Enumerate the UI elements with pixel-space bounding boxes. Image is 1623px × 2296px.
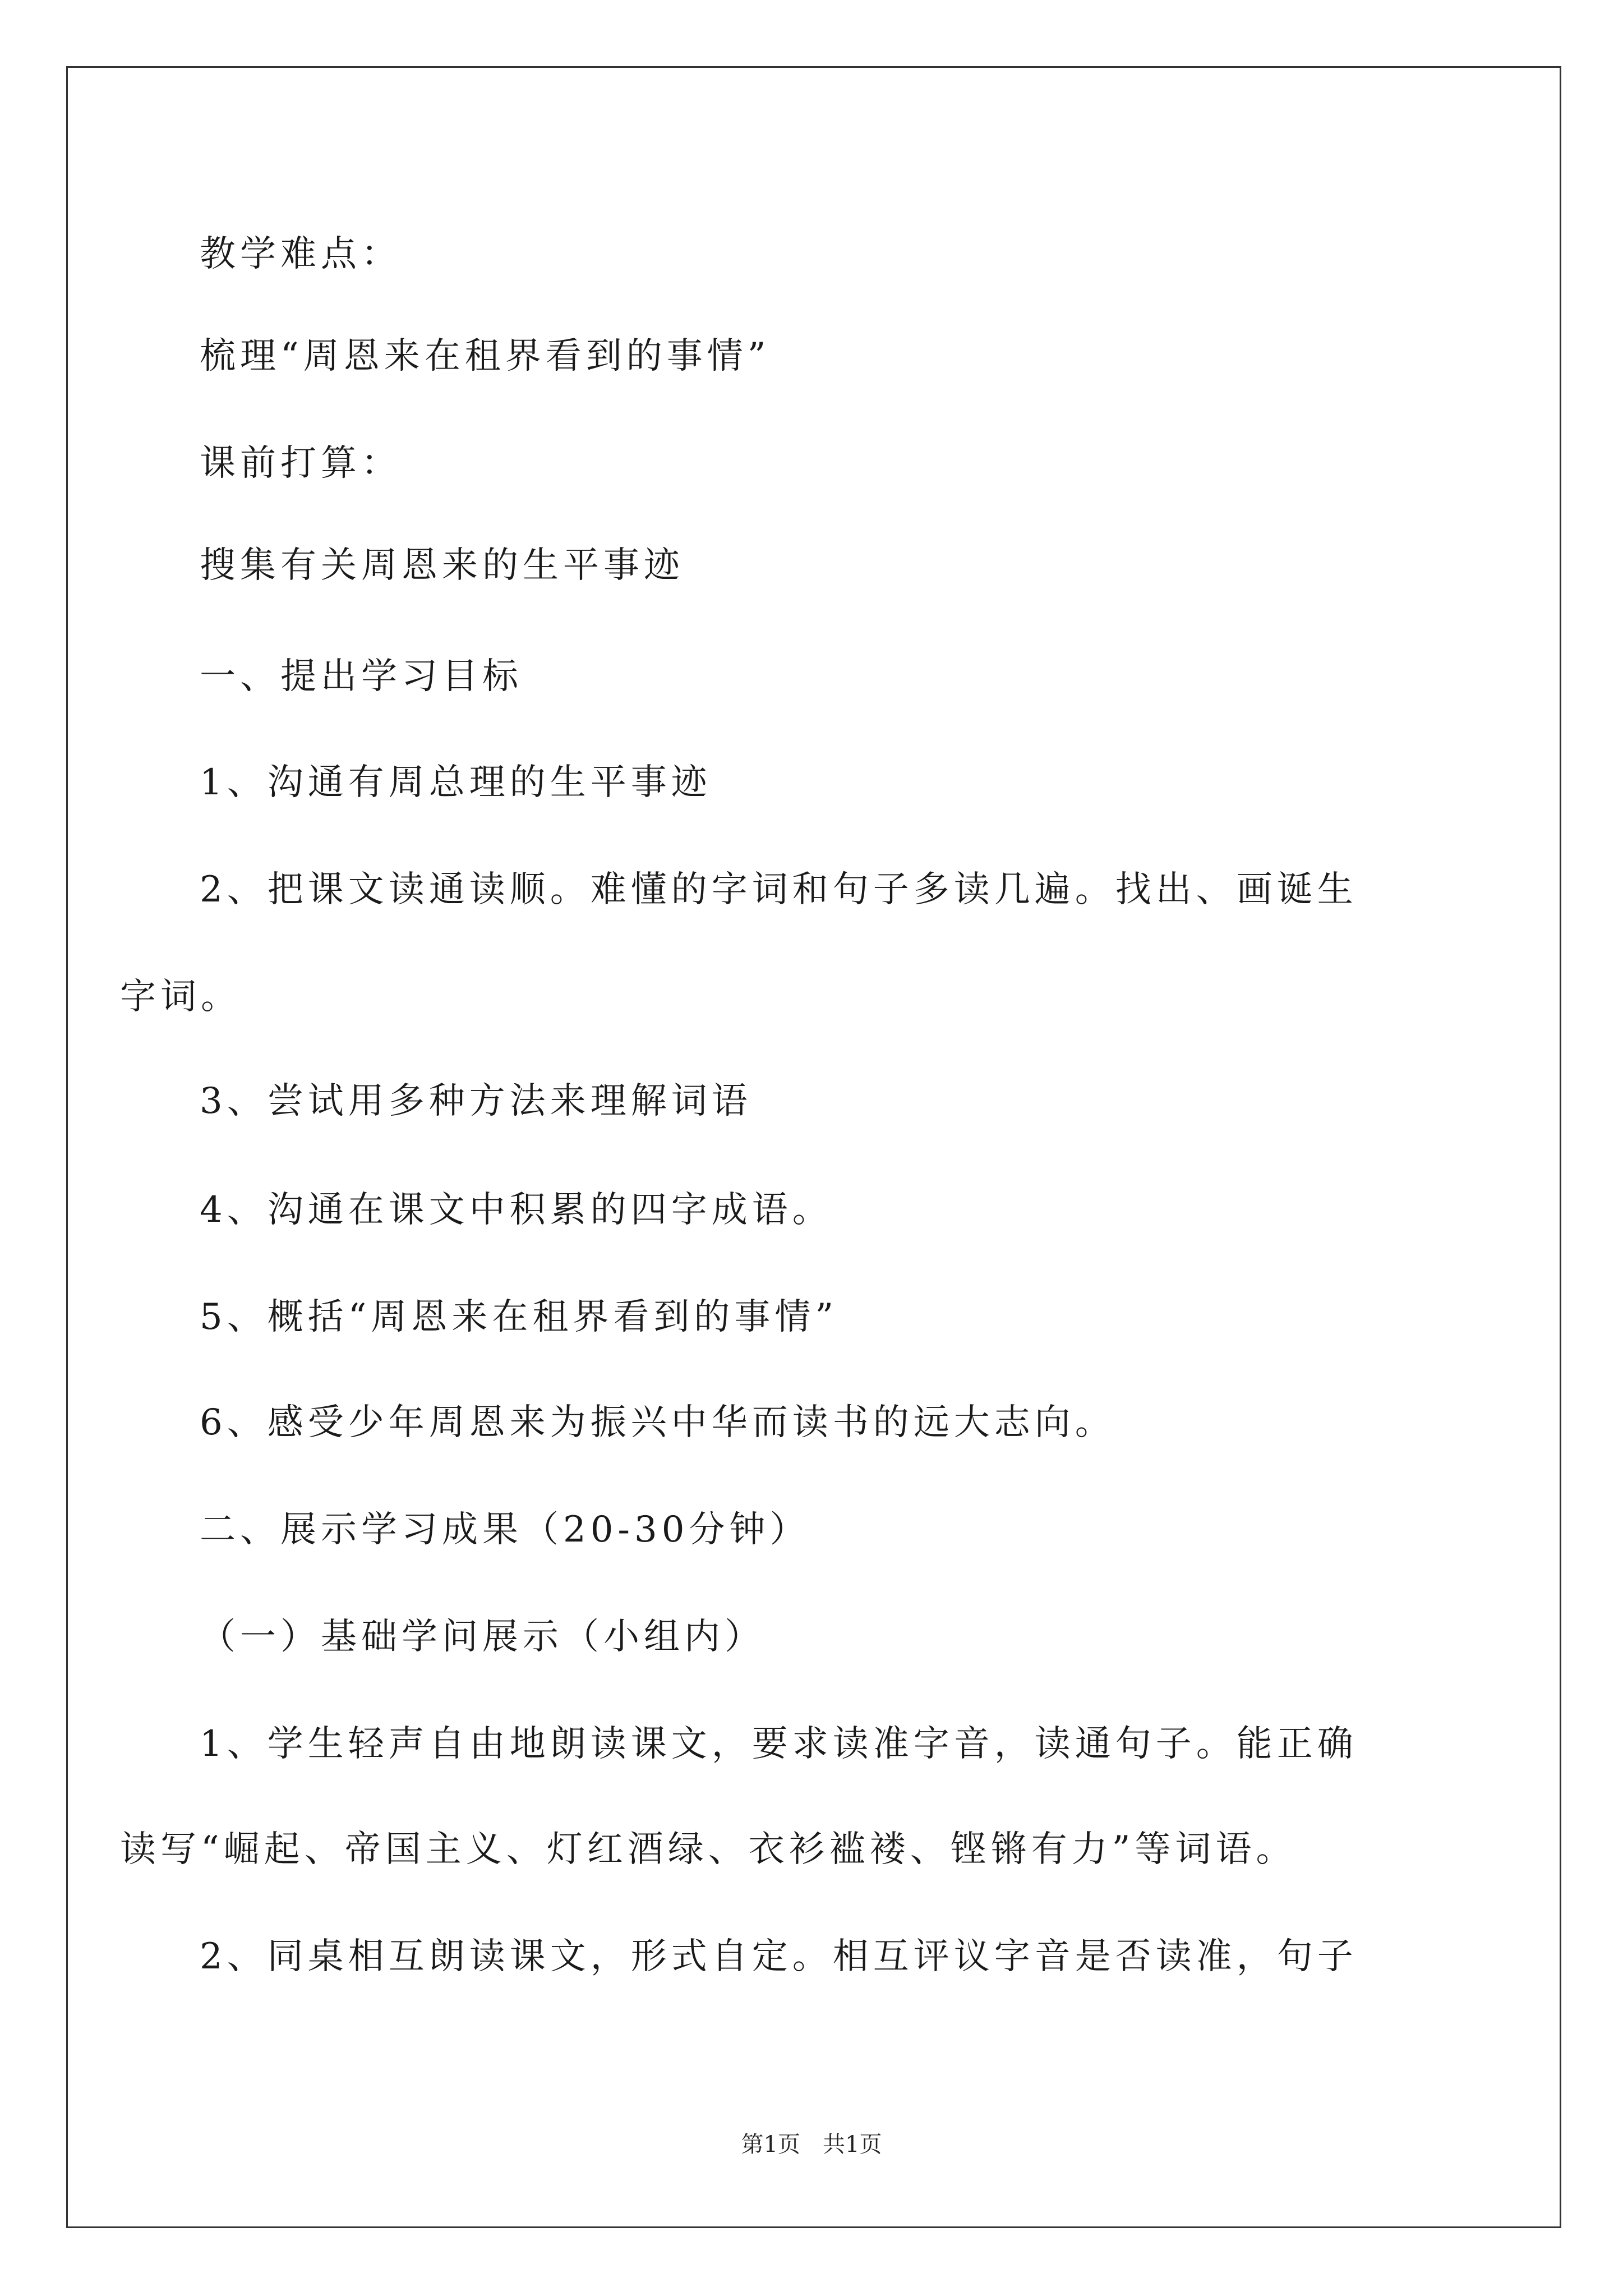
section-heading-results: 二、展示学习成果（20-30分钟） xyxy=(200,1509,810,1550)
page-total: 共1页 xyxy=(823,2132,882,2157)
section-heading-goals: 一、提出学习目标 xyxy=(200,656,523,697)
goal-item-5: 5、概括“周恩来在租界看到的事情” xyxy=(200,1296,838,1338)
goal-item-2: 2、把课文读通读顺。难懂的字词和句子多读几遍。找出、画诞生 xyxy=(200,869,1358,910)
page-number: 第1页 xyxy=(741,2132,800,2157)
goal-item-6: 6、感受少年周恩来为振兴中华而读书的远大志向。 xyxy=(200,1402,1115,1443)
basic-item-1: 1、学生轻声自由地朗读课文，要求读准字音，读通句子。能正确 xyxy=(200,1723,1358,1765)
paragraph-difficulty-content: 梳理“周恩来在租界看到的事情” xyxy=(200,335,771,377)
page-border xyxy=(66,66,1561,2228)
basic-item-1-continuation: 读写“崛起、帝国主义、灯红酒绿、衣衫褴褛、铿锵有力”等词语。 xyxy=(120,1829,1297,1870)
goal-item-3: 3、尝试用多种方法来理解词语 xyxy=(200,1080,752,1122)
basic-item-2: 2、同桌相互朗读课文，形式自定。相互评议字音是否读准，句子 xyxy=(200,1936,1358,1977)
heading-teaching-difficulty: 教学难点： xyxy=(200,233,402,275)
paragraph-preparation-content: 搜集有关周恩来的生平事迹 xyxy=(200,545,684,586)
goal-item-2-continuation: 字词。 xyxy=(120,976,241,1018)
goal-item-4: 4、沟通在课文中积累的四字成语。 xyxy=(200,1189,833,1231)
page-footer xyxy=(0,2131,1623,2159)
heading-preparation: 课前打算： xyxy=(200,443,402,484)
subsection-heading-basic: （一）基础学问展示（小组内） xyxy=(200,1616,765,1658)
goal-item-1: 1、沟通有周总理的生平事迹 xyxy=(200,762,712,803)
